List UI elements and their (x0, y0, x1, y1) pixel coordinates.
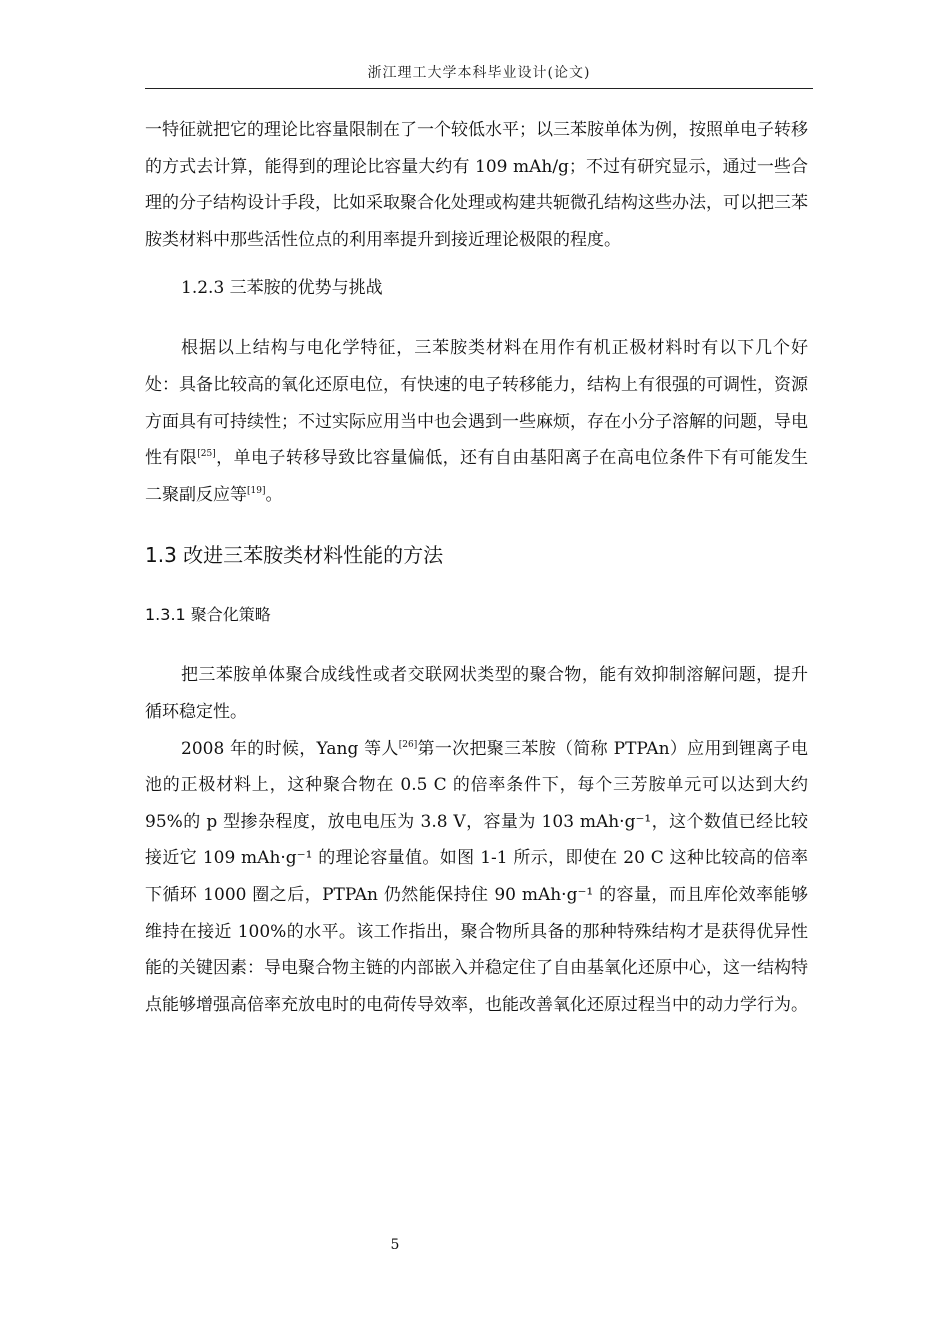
paragraph-text: 2008 年的时候，Yang 等人 (181, 738, 399, 759)
section-heading-1-3-1: 1.3.1 聚合化策略 (145, 605, 271, 625)
paragraph-text: 第一次把聚三苯胺（简称 PTPAn）应用到锂离子电池的正极材料上，这种聚合物在 0.5 C 的倍率条件下，每个三芳胺单元可以达到大约 95%的 p 型掺杂程度，放电电压为 3.8 V，容量为 103 mAh·g⁻¹，这个数值已经比较接近它 109 mAh·g⁻¹ 的理论容量值。如图 1-1 所示，即使在 20 C 这种比较高的倍率下循环 1000 圈之后，PTPAn 仍然能保持住 90 mAh·g⁻¹ 的容量，而且库伦效率能够维持在接近 100%的水平。该工作指出，聚合物所具备的那种特殊结构才是获得优异性能的关键因素：导电聚合物主链的内部嵌入并稳定住了自由基氧化还原中心，这一结构特点能够增强高倍率充放电时的电荷传导效率，也能改善氧化还原过程当中的动力学行为。 (145, 738, 808, 1015)
citation-ref: [25] (197, 449, 216, 460)
header-rule (145, 88, 813, 89)
running-header: 浙江理工大学本科毕业设计(论文) (367, 65, 591, 81)
paragraph-text: 根据以上结构与电化学特征，三苯胺类材料在用作有机正极材料时有以下几个好处：具备比较高的氧化还原电位，有快速的电子转移能力，结构上有很强的可调性，资源方面具有可持续性；不过实际应用当中也会遇到一些麻烦，存在小分子溶解的问题，导电性有限 (145, 338, 808, 469)
citation-ref: [26] (398, 739, 418, 750)
paragraph-advantages (145, 330, 808, 513)
section-heading-1-2-3: 1.2.3 三苯胺的优势与挑战 (181, 278, 383, 299)
page-number: 5 (390, 1237, 400, 1253)
citation-ref: [19] (247, 485, 266, 496)
paragraph-text: 。 (265, 484, 283, 505)
paragraph-text: ，单电子转移导致比容量偏低，还有自由基阳离子在高电位条件下有可能发生二聚副反应等 (145, 448, 809, 505)
body-content (145, 112, 808, 1023)
paragraph-yang-work (145, 731, 808, 1024)
paragraph-continuation: 一特征就把它的理论比容量限制在了一个较低水平；以三苯胺单体为例，按照单电子转移的方式去计算，能得到的理论比容量大约有 109 mAh/g；不过有研究显示，通过一些合理的分子结构设计手段，比如采取聚合化处理或构建共轭微孔结构这些办法，可以把三苯胺类材料中那些活性位点的利用率提升到接近理论极限的程度。 (145, 120, 808, 250)
paragraph-polymerization: 把三苯胺单体聚合成线性或者交联网状类型的聚合物，能有效抑制溶解问题，提升循环稳定性。 (145, 665, 808, 722)
section-heading-1-3: 1.3 改进三苯胺类材料性能的方法 (145, 543, 444, 568)
